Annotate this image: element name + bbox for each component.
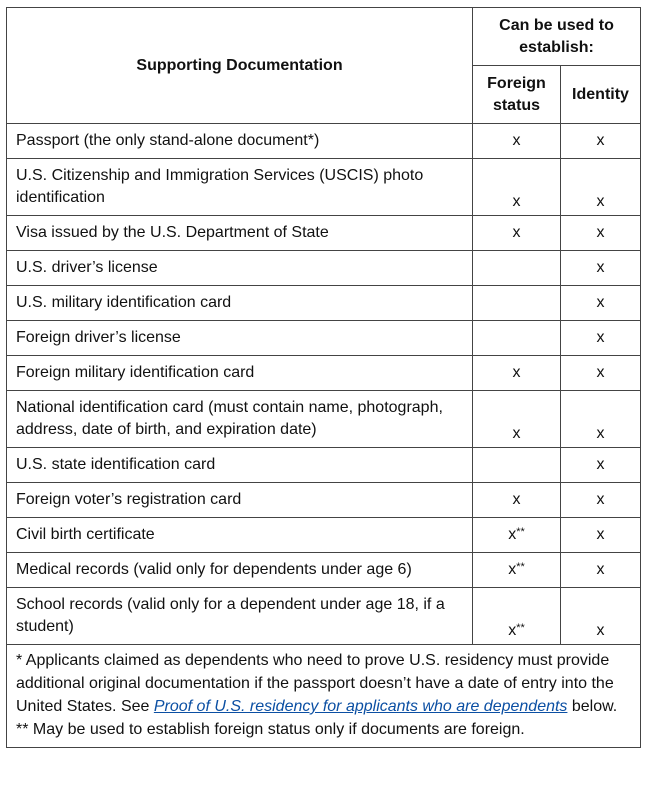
- foreign-status-cell: [473, 251, 561, 286]
- identity-cell: [561, 159, 641, 216]
- document-name-cell: National identification card (must contain name, photograph, address, date of birth, and expiration date): [7, 391, 473, 448]
- table-row: [7, 588, 641, 645]
- foreign-status-mark: x: [512, 193, 521, 210]
- document-name-cell: Medical records (valid only for dependents under age 6): [7, 553, 473, 588]
- identity-cell: [561, 448, 641, 483]
- identity-cell: [561, 588, 641, 645]
- identity-cell: [561, 251, 641, 286]
- identity-mark: x: [596, 622, 605, 639]
- foreign-status-mark: x: [508, 561, 517, 578]
- header-can-be-used-to-establish: Can be used to establish:: [473, 8, 641, 66]
- table-row: [7, 159, 641, 216]
- table-row: [7, 251, 641, 286]
- foreign-status-cell: [473, 216, 561, 251]
- table-row: [7, 216, 641, 251]
- table-row: [7, 356, 641, 391]
- footnote-1-after: below.: [567, 698, 618, 715]
- foreign-status-mark: x: [512, 425, 521, 442]
- table-row: [7, 553, 641, 588]
- document-name-cell: Foreign driver’s license: [7, 321, 473, 356]
- foreign-status-cell: [473, 321, 561, 356]
- documentation-table-container: [6, 7, 640, 748]
- foreign-status-mark: x: [512, 491, 521, 508]
- table-body: [7, 124, 641, 645]
- identity-mark: x: [596, 491, 605, 508]
- document-name-cell: Visa issued by the U.S. Department of State: [7, 216, 473, 251]
- document-name-cell: Foreign military identification card: [7, 356, 473, 391]
- table-row: [7, 518, 641, 553]
- table-row: [7, 448, 641, 483]
- foreign-status-mark: x: [512, 224, 521, 241]
- foreign-status-cell: [473, 356, 561, 391]
- identity-mark: x: [596, 224, 605, 241]
- identity-cell: [561, 286, 641, 321]
- foreign-status-cell: [473, 159, 561, 216]
- identity-cell: [561, 356, 641, 391]
- table-row: [7, 286, 641, 321]
- identity-mark: x: [596, 294, 605, 311]
- identity-cell: [561, 483, 641, 518]
- header-foreign-status: Foreign status: [473, 66, 561, 124]
- footnotes: [7, 645, 641, 748]
- document-name-cell: School records (valid only for a dependent under age 18, if a student): [7, 588, 473, 645]
- double-asterisk-note-marker: **: [516, 526, 525, 538]
- foreign-status-cell: [473, 518, 561, 553]
- identity-mark: x: [596, 425, 605, 442]
- table-row: [7, 391, 641, 448]
- foreign-status-cell: [473, 286, 561, 321]
- foreign-status-cell: [473, 588, 561, 645]
- identity-cell: [561, 321, 641, 356]
- identity-mark: x: [596, 329, 605, 346]
- identity-cell: [561, 124, 641, 159]
- foreign-status-mark: x: [512, 132, 521, 149]
- table-row: [7, 124, 641, 159]
- foreign-status-mark: x: [508, 526, 517, 543]
- document-name-cell: Passport (the only stand-alone document*): [7, 124, 473, 159]
- footnote-double-asterisk: ** May be used to establish foreign status only if documents are foreign.: [16, 721, 525, 738]
- proof-of-residency-link[interactable]: Proof of U.S. residency for applicants who are dependents: [153, 698, 568, 715]
- double-asterisk-note-marker: **: [516, 622, 525, 634]
- identity-mark: x: [596, 526, 605, 543]
- header-supporting-documentation: Supporting Documentation: [7, 8, 473, 124]
- foreign-status-cell: [473, 124, 561, 159]
- document-name-cell: Foreign voter’s registration card: [7, 483, 473, 518]
- identity-mark: x: [596, 132, 605, 149]
- identity-mark: x: [596, 193, 605, 210]
- identity-cell: [561, 391, 641, 448]
- document-name-cell: U.S. military identification card: [7, 286, 473, 321]
- foreign-status-cell: [473, 391, 561, 448]
- identity-mark: x: [596, 364, 605, 381]
- identity-cell: [561, 216, 641, 251]
- foreign-status-mark: x: [508, 622, 517, 639]
- identity-cell: [561, 518, 641, 553]
- foreign-status-cell: [473, 448, 561, 483]
- identity-mark: x: [596, 456, 605, 473]
- footnote-1-text: * Applicants claimed as dependents who need to prove U.S. residency must provide additional original documentation if the passport doesn’t have a date of entry into the United States. See: [16, 652, 614, 715]
- foreign-status-cell: [473, 483, 561, 518]
- identity-mark: x: [596, 561, 605, 578]
- table-row: [7, 321, 641, 356]
- identity-mark: x: [596, 259, 605, 276]
- supporting-documentation-table: [6, 7, 641, 748]
- document-name-cell: U.S. state identification card: [7, 448, 473, 483]
- document-name-cell: Civil birth certificate: [7, 518, 473, 553]
- double-asterisk-note-marker: **: [516, 561, 525, 573]
- footnote-single-asterisk: [16, 649, 632, 718]
- document-name-cell: U.S. driver’s license: [7, 251, 473, 286]
- header-identity: Identity: [561, 66, 641, 124]
- foreign-status-mark: x: [512, 364, 521, 381]
- identity-cell: [561, 553, 641, 588]
- foreign-status-cell: [473, 553, 561, 588]
- table-row: [7, 483, 641, 518]
- document-name-cell: U.S. Citizenship and Immigration Services (USCIS) photo identification: [7, 159, 473, 216]
